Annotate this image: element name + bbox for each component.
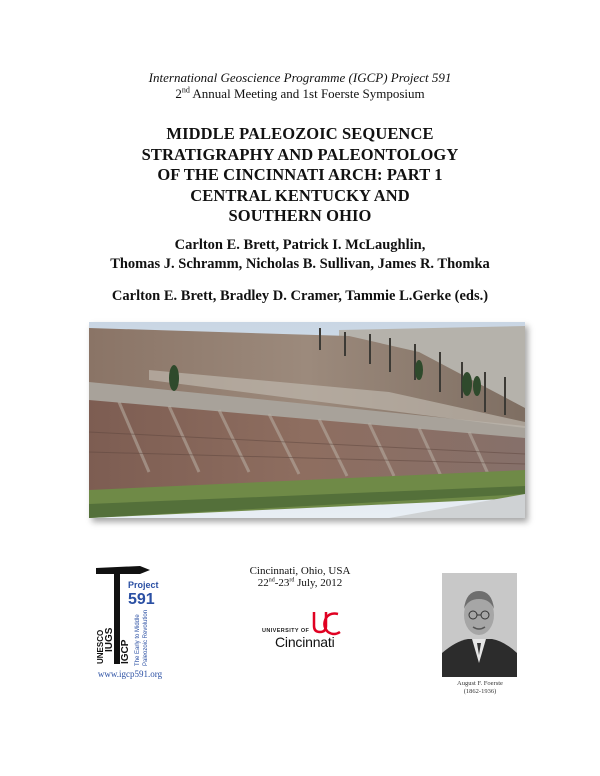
date-start-sup: nd <box>268 577 275 584</box>
caption-name: August F. Foerste <box>457 680 503 687</box>
ordinal-number: 2 <box>175 86 182 101</box>
meeting-location: Cincinnati, Ohio, USA <box>249 565 351 577</box>
programme-line: International Geoscience Programme (IGCP) Project 591 <box>148 70 452 85</box>
title-line: MIDDLE PALEOZOIC SEQUENCE <box>166 124 434 143</box>
university-name: Cincinnati <box>275 634 335 650</box>
iugs-label: IUGS <box>104 627 115 652</box>
editors: Carlton E. Brett, Bradley D. Cramer, Tammie L.Gerke (eds.) <box>111 288 489 304</box>
title-line: SOUTHERN OHIO <box>228 206 372 225</box>
igcp-label: IGCP <box>120 639 131 664</box>
date-start: 22 <box>257 577 269 589</box>
rock-hammer-icon <box>90 562 160 674</box>
meeting-dates <box>220 577 380 589</box>
ordinal-suffix: nd <box>181 85 190 95</box>
date-rest: July, 2012 <box>294 577 343 589</box>
meeting-rest: Annual Meeting and 1st Foerste Symposium <box>189 86 425 101</box>
meeting-info <box>220 565 380 589</box>
roadcut-photo <box>89 322 525 518</box>
foerste-portrait <box>442 573 517 677</box>
portrait-caption <box>430 680 530 696</box>
authors-line: Carlton E. Brett, Patrick I. McLaughlin, <box>174 237 426 253</box>
authors <box>0 236 600 274</box>
date-end-sup: rd <box>289 577 295 584</box>
authors-line: Thomas J. Schramm, Nicholas B. Sullivan, James R. Thomka <box>110 256 490 272</box>
header <box>0 70 600 102</box>
unesco-label: UNESCO <box>96 629 105 664</box>
page-title <box>0 124 600 227</box>
tagline-2: Paleozoic Revolution <box>143 609 149 666</box>
title-line: CENTRAL KENTUCKY AND <box>190 185 410 205</box>
title-line: OF THE CINCINNATI ARCH: PART 1 <box>157 165 443 184</box>
project-label: Project <box>128 580 159 590</box>
caption-years: (1862-1936) <box>463 688 497 695</box>
title-line: STRATIGRAPHY AND PALEONTOLOGY <box>141 144 459 164</box>
date-sep: -23 <box>274 577 290 589</box>
igcp-logo <box>90 562 160 674</box>
university-label: UNIVERSITY OF <box>262 628 310 634</box>
project-number: 591 <box>128 591 155 608</box>
portrait-illustration <box>442 573 517 677</box>
igcp-url-link[interactable]: www.igcp591.org <box>97 669 163 679</box>
roadcut-photo-illustration <box>89 322 525 518</box>
tagline-1: The Early to Middle <box>135 614 141 666</box>
meeting-line <box>0 86 600 102</box>
